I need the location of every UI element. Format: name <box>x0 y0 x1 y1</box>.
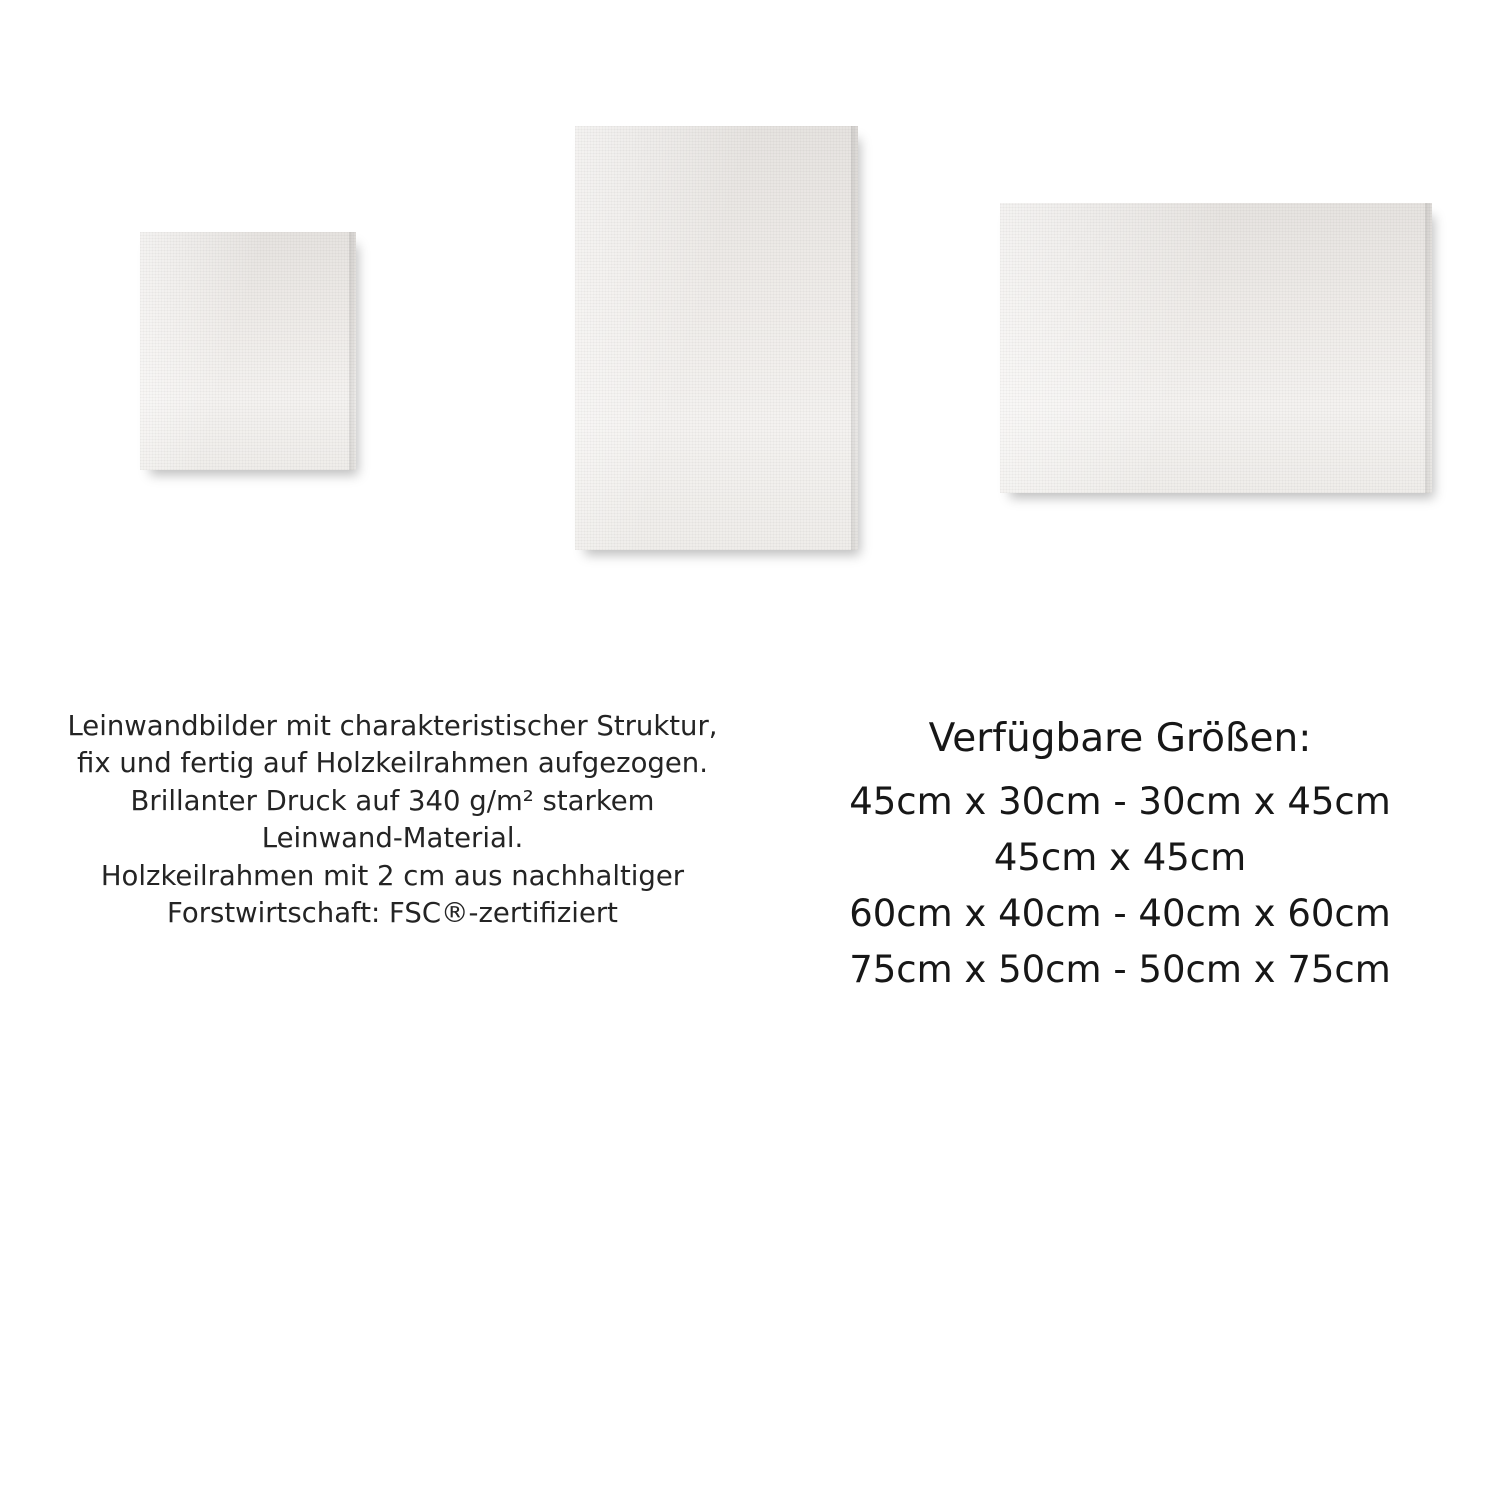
canvas-edge-shadow <box>851 126 858 550</box>
canvas-edge-shadow <box>349 232 356 470</box>
description-line: Brillanter Druck auf 340 g/m² starkem <box>130 784 655 817</box>
description-line: fix und fertig auf Holzkeilrahmen aufgezogen. <box>77 747 708 780</box>
available-sizes-heading: Verfügbare Größen: <box>928 716 1312 761</box>
description-line: Leinwandbilder mit charakteristischer Struktur, <box>67 710 718 742</box>
available-sizes-block <box>755 715 1485 999</box>
size-option: 45cm x 45cm <box>993 835 1247 879</box>
landscape-canvas-mockup <box>1000 203 1432 493</box>
size-option: 60cm x 40cm - 40cm x 60cm <box>849 892 1391 936</box>
description-line: Forstwirtschaft: FSC®-zertifiziert <box>167 896 618 929</box>
description-line: Holzkeilrahmen mit 2 cm aus nachhaltiger <box>100 859 685 892</box>
description-line: Leinwand-Material. <box>261 822 524 855</box>
size-option: 45cm x 30cm - 30cm x 45cm <box>849 779 1391 823</box>
square-canvas-mockup <box>140 232 356 470</box>
canvas-size-preview <box>0 0 1500 620</box>
canvas-edge-shadow <box>1425 203 1432 493</box>
portrait-canvas-mockup <box>575 126 858 550</box>
size-option: 75cm x 50cm - 50cm x 75cm <box>849 948 1391 992</box>
info-columns <box>0 690 1500 1160</box>
product-description <box>35 708 750 932</box>
